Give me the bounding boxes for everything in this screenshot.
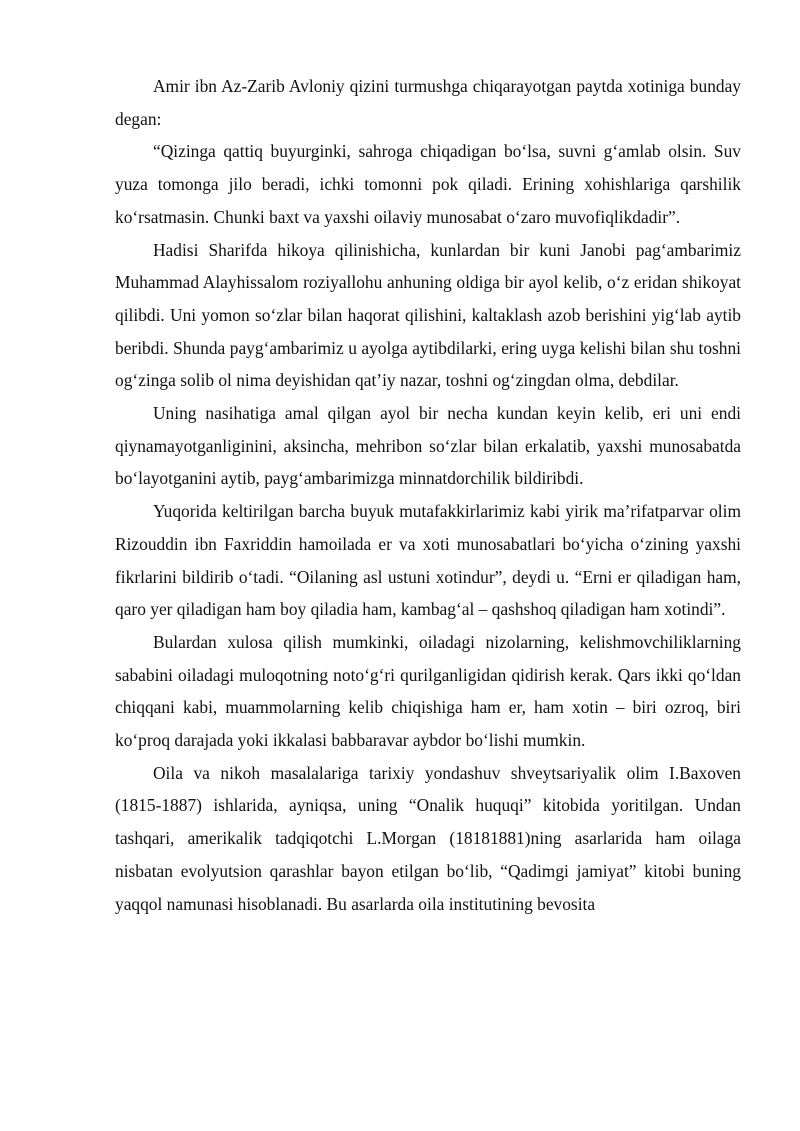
paragraph-3: Hadisi Sharifda hikoya qilinishicha, kunlardan bir kuni Janobi pag‘ambarimiz Muhammad Alayhissalom roziyallohu anhuning oldiga bir ayol kelib, o‘z eridan shikoyat qilibdi. Uni yomon so‘zlar bilan haqorat qilishini, kaltaklash azob berishini yig‘lab aytib beribdi. Shunda payg‘ambarimiz u ayolga aytibdilarki, ering uyga kelishi bilan shu toshni og‘zinga solib ol nima deyishidan qat’iy nazar, toshni og‘zingdan olma, debdilar. bbox=[115, 239, 741, 391]
paragraph-4: Uning nasihatiga amal qilgan ayol bir necha kundan keyin kelib, eri uni endi qiynamayotganliginini, aksincha, mehribon so‘zlar bilan erkalatib, yaxshi munosabatda bo‘layotganini aytib, payg‘ambarimizga minnatdorchilik bildiribdi. bbox=[115, 403, 741, 489]
paragraph-6: Bulardan xulosa qilish mumkinki, oiladagi nizolarning, kelishmovchiliklarning sababini oiladagi muloqotning noto‘g‘ri qurilganligidan qidirish kerak. Qars ikki qo‘ldan chiqqani kabi, muammolarning kelib chiqishiga ham er, ham xotin – biri ozroq, biri ko‘proq darajada yoki ikkalasi babbaravar aybdor bo‘lishi mumkin. bbox=[115, 631, 741, 751]
paragraph-2: “Qizinga qattiq buyurginki, sahroga chiqadigan bo‘lsa, suvni g‘amlab olsin. Suv yuza tomonga jilo beradi, ichki tomonni pok qiladi. Erining xohishlariga qarshilik ko‘rsatmasin. Chunki baxt va yaxshi oilaviy munosabat o‘zaro muvofiqlikdadir”. bbox=[115, 141, 741, 227]
paragraph-7: Oila va nikoh masalalariga tarixiy yondashuv shveytsariyalik olim I.Baxoven (1815-1887) ishlarida, ayniqsa, uning “Onalik huquqi” kitobida yoritilgan. Undan tashqari, amerikalik tadqiqotchi L.Morgan (18181881)ning asarlarida ham oilaga nisbatan evolyutsion qarashlar bayon etilgan bo‘lib, “Qadimgi jamiyat” kitobi buning yaqqol namunasi hisoblanadi. Bu asarlarda oila institutining bevosita bbox=[115, 762, 741, 914]
paragraph-1: Amir ibn Az-Zarib Avloniy qizini turmushga chiqarayotgan paytda xotiniga bunday degan: bbox=[115, 76, 741, 129]
document-page bbox=[115, 70, 741, 920]
paragraph-5: Yuqorida keltirilgan barcha buyuk mutafakkirlarimiz kabi yirik ma’rifatparvar olim Rizouddin ibn Faxriddin hamoilada er va xoti munosabatlari bo‘yicha o‘zining yaxshi fikrlarini bildirib o‘tadi. “Oilaning asl ustuni xotindur”, deydi u. “Erni er qiladigan ham, qaro yer qiladigan ham boy qiladia ham, kambag‘al – qashshoq qiladigan ham xotindi”. bbox=[115, 501, 741, 620]
